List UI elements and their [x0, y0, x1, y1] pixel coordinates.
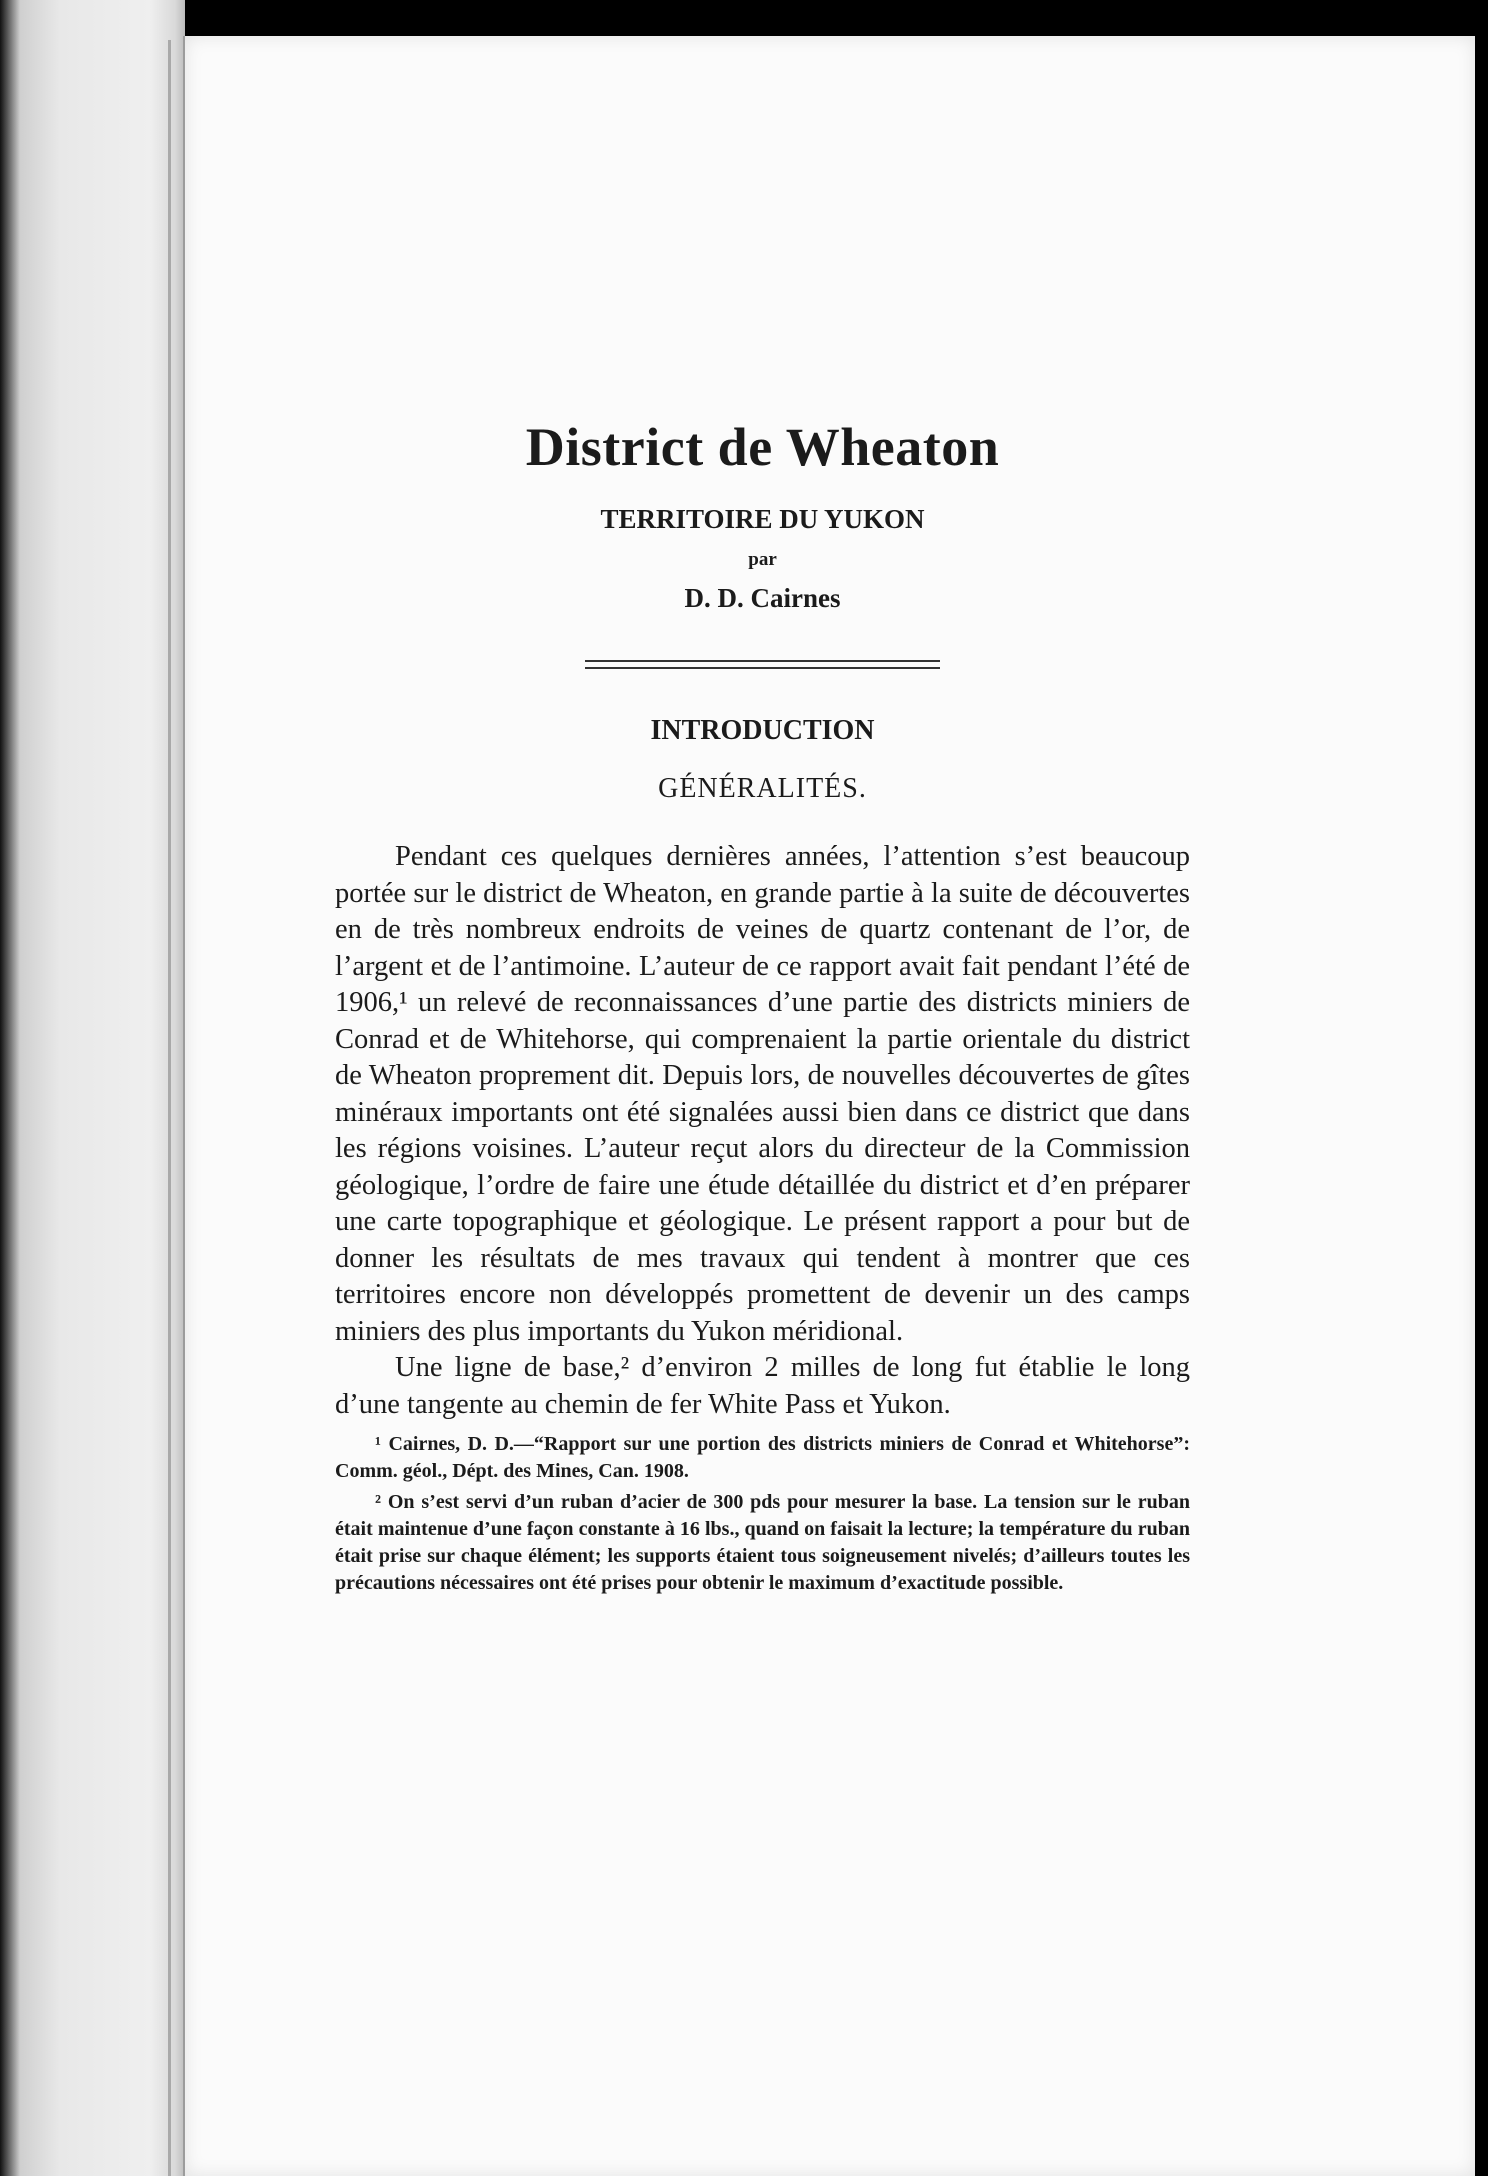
section-heading: INTRODUCTION	[650, 715, 875, 746]
footnotes	[335, 1431, 1190, 1597]
double-rule-divider	[585, 660, 940, 669]
body-text	[335, 839, 1190, 1423]
footnote-1: ¹ Cairnes, D. D.—“Rapport sur une portion des districts miniers de Conrad et Whitehorse”: Comm. géol., Dépt. des Mines, Can. 1908.	[335, 1433, 1190, 1482]
book-page	[183, 36, 1475, 2176]
subsection-heading: GÉNÉRALITÉS.	[658, 773, 867, 804]
page-content	[335, 416, 1190, 1601]
author-name: D. D. Cairnes	[684, 583, 841, 613]
paragraph-2: Une ligne de base,² d’environ 2 milles de long fut établie le long d’une tangente au chemin de fer White Pass et Yukon.	[335, 1352, 1190, 1420]
by-line: par	[748, 549, 777, 570]
page-edge-line	[168, 40, 171, 2176]
footnote-2: ² On s’est servi d’un ruban d’acier de 300 pds pour mesurer la base. La tension sur le ruban était maintenue d’une façon constante à 16 lbs., quand on faisait la lecture; la température du ruban était prise sur chaque élément; les supports étaient tous soigneusement nivelés; d’ailleurs toutes les précautions nécessaires ont été prises pour obtenir le maximum d’exactitude possible.	[335, 1491, 1190, 1594]
paragraph-1: Pendant ces quelques dernières années, l’attention s’est beaucoup portée sur le district de Wheaton, en grande partie à la suite de découvertes en de très nombreux endroits de veines de quartz contenant de l’or, de l’argent et de l’antimoine. L’auteur de ce rapport avait fait pendant l’été de 1906,¹ un relevé de reconnaissances d’une partie des districts miniers de Conrad et de Whitehorse, qui comprenaient la partie orientale du district de Wheaton proprement dit. Depuis lors, de nouvelles découvertes de gîtes minéraux importants ont été signalées aussi bien dans ce district que dans les régions voisines. L’auteur reçut alors du directeur de la Commission géologique, l’ordre de faire une étude détaillée du district et d’en préparer une carte topographique et géologique. Le présent rapport a pour but de donner les résultats de mes travaux qui tendent à montrer que ces territoires encore non développés promettent de devenir un des camps miniers des plus importants du Yukon méridional.	[335, 841, 1190, 1347]
page-title: District de Wheaton	[525, 417, 1000, 477]
page-subtitle: TERRITOIRE DU YUKON	[600, 504, 925, 534]
book-spine	[0, 0, 185, 2176]
